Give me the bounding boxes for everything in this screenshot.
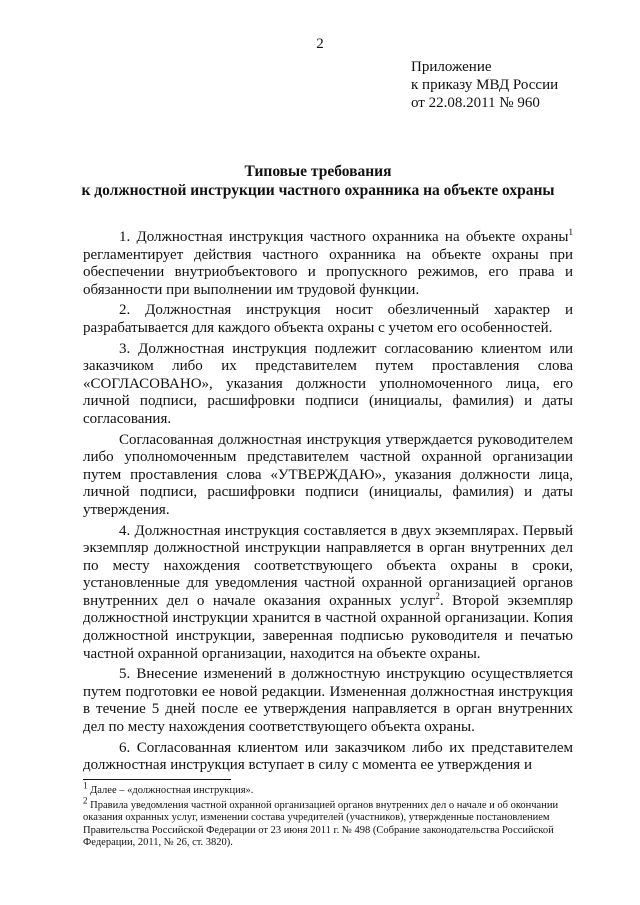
document-body [83, 229, 573, 778]
paragraph-4: 4. Должностная инструкция составляется в двух экземплярах. Первый экземпляр должностной инструкции направляется в орган внутренних дел по месту нахождения соответствующего объекта охраны в сроки, установленные для уведомления частной охранной организацией органов внутренних дел о начале оказания охранных услуг$^2$. Второй экземпляр должностной инструкции хранится в частной охранной организации. Копия должностной инструкции, заверенная подписью руководителя и печатью частной охранной организации, находится на объекте охраны. [83, 522, 573, 662]
footnote-2: $^2$ Правила уведомления частной охранной организацией органов внутренних дел о начале и об окончании оказания охранных услуг, изменении состава учредителей (участников), утвержденные постановлением Правительства Российской Федерации от 23 июня 2011 г. № 498 (Собрание законодательства Российской Федерации, 2011, № 26, ст. 3820). [83, 795, 559, 848]
appendix-line-3: от 22.08.2011 № 960 [411, 95, 540, 111]
paragraph-5: 5. Внесение изменений в должностную инструкцию осуществляется путем подготовки ее новой редакции. Измененная должностная инструкция в течение 5 дней после ее утверждения направляется в орган внутренних дел по месту нахождения соответствующего объекта охраны. [83, 666, 573, 736]
footnotes [83, 780, 573, 852]
footnote-divider [83, 779, 231, 780]
paragraph-6: 6. Согласованная клиентом или заказчиком либо их представителем должностная инструкция вступает в силу с момента ее утверждения и [83, 739, 573, 774]
paragraph-2: 2. Должностная инструкция носит обезличенный характер и разрабатывается для каждого объекта охраны с учетом его особенностей. [83, 302, 573, 336]
paragraph-3-approval: Согласованная должностная инструкция утверждается руководителем либо уполномоченным представителем частной охранной организации путем проставления слова «УТВЕРЖДАЮ», указания должности лица, личной подписи, расшифровки подписи (инициалы, фамилия) и даты утверждения. [83, 431, 573, 518]
title-line-2: к должностной инструкции частного охранника на объекте охраны [81, 182, 555, 199]
paragraph-3: 3. Должностная инструкция подлежит согласованию клиентом или заказчиком либо их представителем путем проставления слова «СОГЛАСОВАНО», указания должности уполномоченного лица, его личной подписи, расшифровки подписи (инициалы, фамилия) и даты согласования. [83, 340, 573, 427]
footnote-1: $^1$ Далее – «должностная инструкция». [83, 780, 254, 796]
page-number: 2 [316, 36, 324, 52]
title-line-1: Типовые требования [244, 163, 392, 180]
appendix-line-2: к приказу МВД России [411, 77, 559, 93]
footnote-ref-1: 1 [568, 227, 573, 237]
paragraph-1: 1. Должностная инструкция частного охранника на объекте охраны$^1$ регламентирует действия частного охранника на объекте охраны при обеспечении внутриобъектового и пропускного режимов, его права и обязанности при выполнении им трудовой функции. [83, 227, 573, 298]
document-title [60, 162, 576, 200]
appendix-line-1: Приложение [411, 59, 492, 75]
footnote-ref-2: 2 [435, 590, 440, 601]
appendix-reference [411, 58, 558, 112]
